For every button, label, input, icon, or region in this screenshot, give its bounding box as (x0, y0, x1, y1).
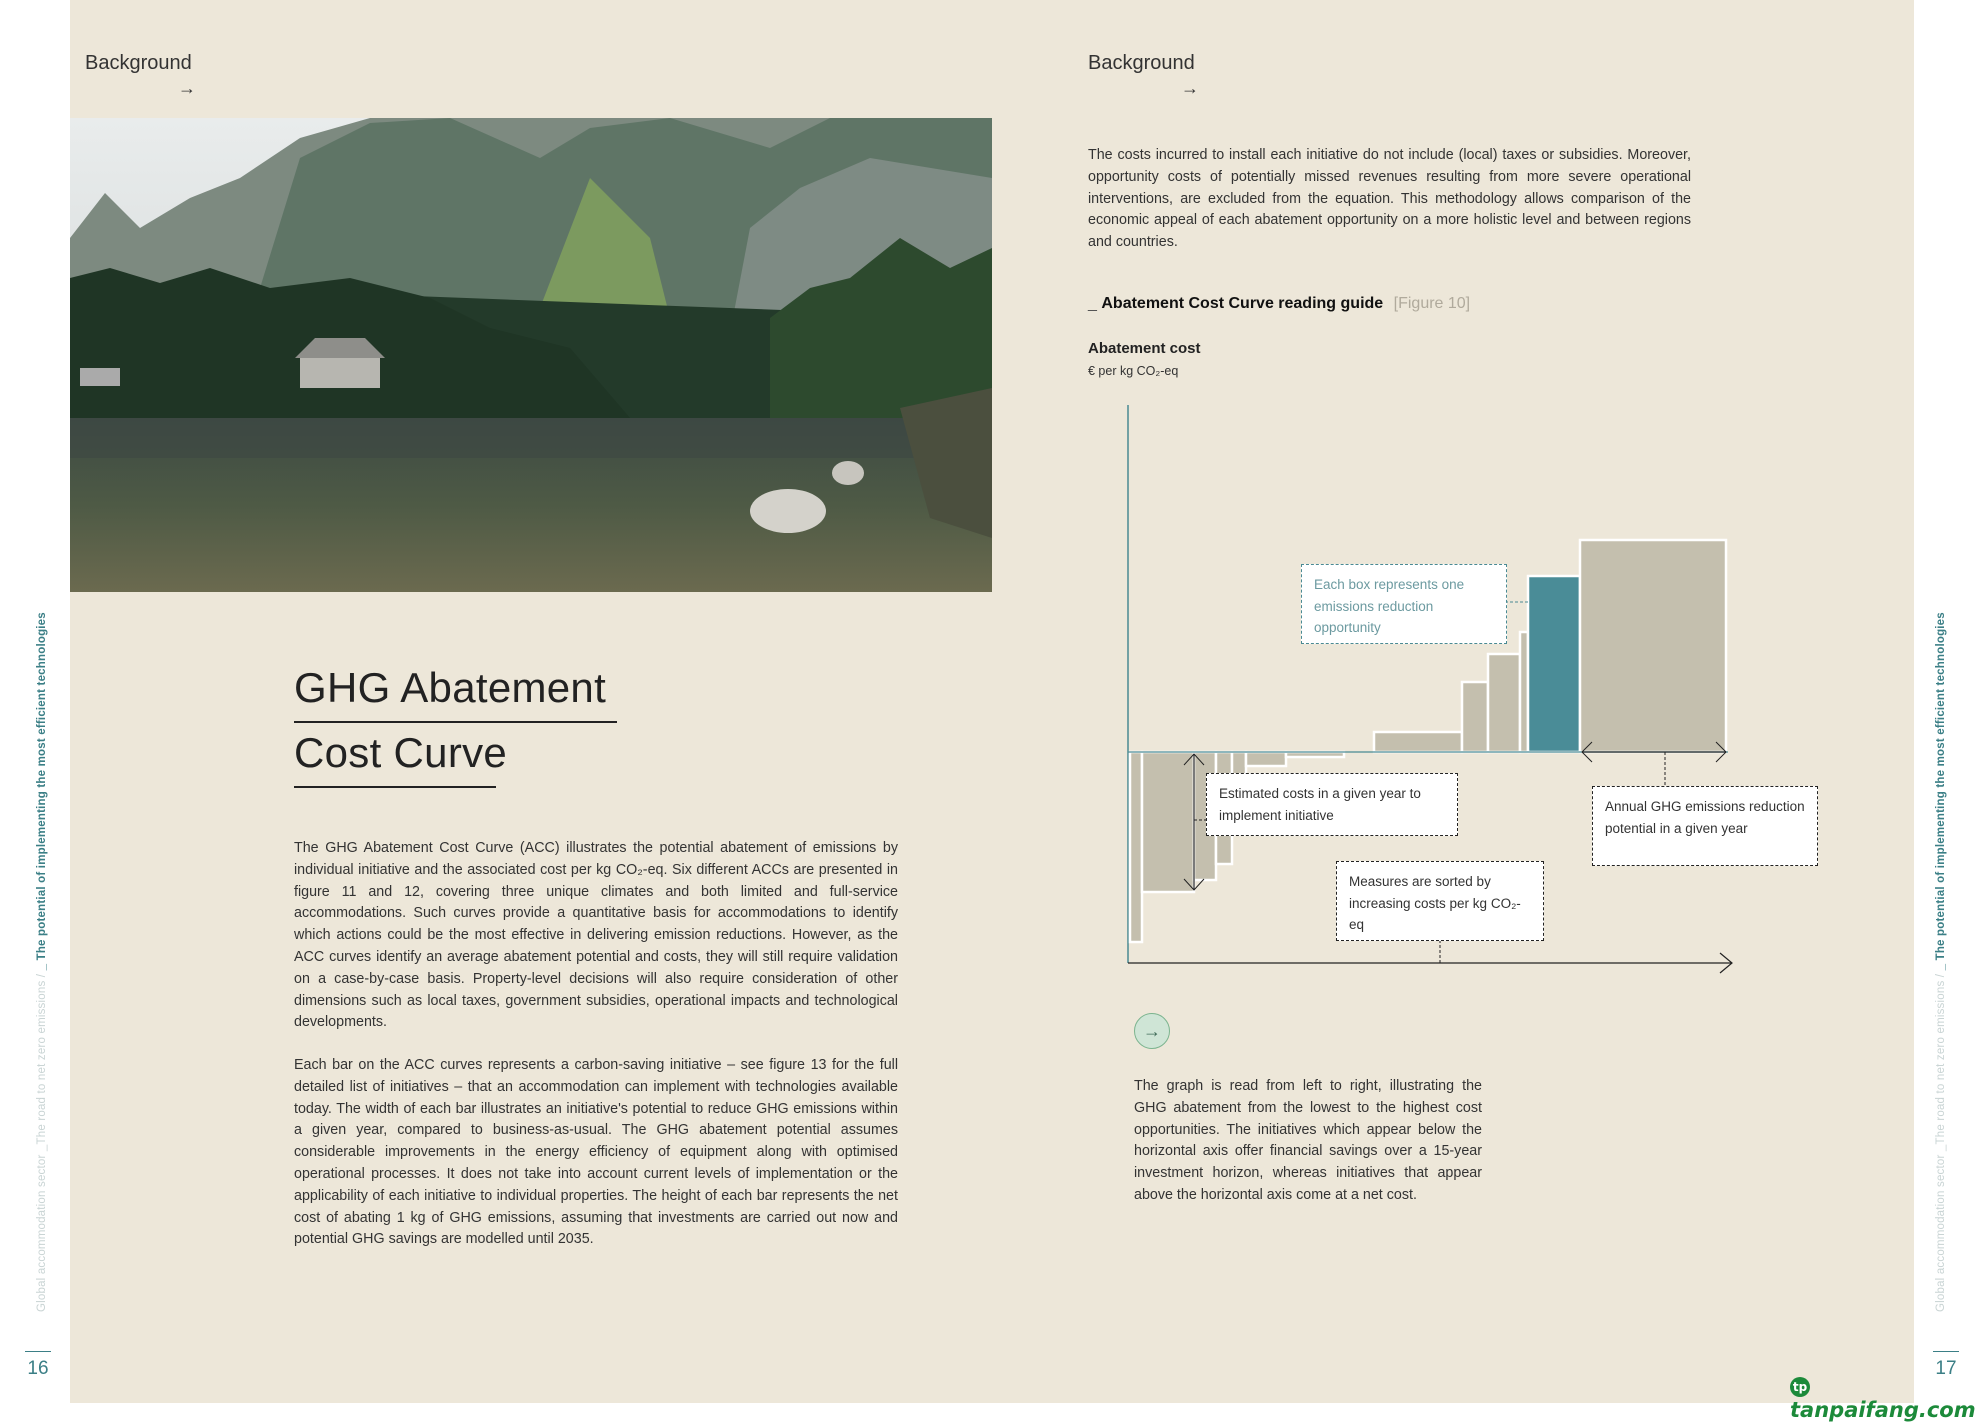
page-number-rule (1933, 1351, 1959, 1352)
body-paragraph-1: The GHG Abatement Cost Curve (ACC) illustrates the potential abatement of emissions by individual initiative and the associated cost per kg CO₂-eq. Six different ACCs are presented in figure 11 and 12, covering three unique climates and both limited and full-service accommodations. Such curves provide a quantitative basis for accommodations to identify which actions could be the most effective in delivering emission reductions. However, as the ACC curves identify an average abatement potential and costs, they will still require validation on a case-by-case basis. Property-level decisions will also require consideration of other dimensions such as local taxes, government subsidies, operational impacts and technological developments. (294, 840, 898, 1031)
watermark-text: tanpaifang.com (1790, 1398, 1976, 1422)
article-title-line2: Cost Curve (294, 729, 508, 776)
y-axis-label: Abatement cost (1088, 340, 1201, 357)
mountain-lake-photo (70, 118, 992, 592)
page-number-rule (25, 1351, 51, 1352)
running-header-strong: _ The potential of implementing the most efficient technologies (1935, 612, 1947, 971)
next-arrow-button[interactable] (1134, 1013, 1170, 1049)
body-paragraph-2: Each bar on the ACC curves represents a carbon-saving initiative – see figure 13 for the full detailed list of initiatives – that an accommodation can implement with technologies available today. The width of each bar illustrates an initiative's potential to reduce GHG emissions within a given year, compared to business-as-usual. The GHG abatement potential assumes considerable improvements in the energy efficiency of equipment along with optimised operational processes. It does not take into account current levels of implementation or the applicability of each initiative to individual properties. The height of each bar represents the net cost of abating 1 kg of GHG emissions, assuming that investments are carried out now and potential GHG savings are modelled until 2035. (294, 1057, 898, 1248)
right-margin (1914, 0, 1984, 1403)
page-number-left (18, 1351, 58, 1380)
photo-illustration (70, 118, 992, 592)
section-label-left: Background (85, 52, 192, 74)
arrow-right-icon: → (178, 78, 196, 98)
left-margin (0, 0, 70, 1403)
y-axis-unit: € per kg CO₂-eq (1088, 364, 1179, 378)
callout-each-box: Each box represents one emissions reduction opportunity (1301, 564, 1507, 644)
figure-dash: _ (1088, 295, 1097, 312)
page-number-text: 17 (1935, 1358, 1957, 1379)
intro-paragraph: The costs incurred to install each initiative do not include (local) taxes or subsidies. Moreover, opportunity costs of potentially missed revenues resulting from more severe operational interventions, are excluded from the equation. This methodology allows comparison of the economic appeal of each abatement opportunity on a more holistic level and between regions and countries. (1088, 147, 1691, 251)
figure-heading (1088, 295, 1470, 313)
running-header-strong: _ The potential of implementing the most efficient technologies (36, 612, 48, 971)
reading-guide-paragraph: The graph is read from left to right, illustrating the GHG abatement from the lowest to the highest cost opportunities. The initiatives which appear below the horizontal axis offer financial savings over a 15-year investment horizon, whereas initiatives that appear above the horizontal axis come at a net cost. (1134, 1078, 1482, 1203)
figure-title: Abatement Cost Curve reading guide (1101, 295, 1384, 312)
callout-annual-potential: Annual GHG emissions reduction potential in a given year (1592, 786, 1818, 866)
left-running-header (36, 612, 48, 1312)
arrow-right-icon: → (1181, 78, 1199, 98)
running-header-muted: Global accommodation sector _The road to net zero emissions / (1935, 973, 1947, 1312)
callout-estimated-costs: Estimated costs in a given year to implement initiative (1206, 773, 1458, 836)
article-title-line1: GHG Abatement (294, 664, 607, 711)
figure-ref: [Figure 10] (1393, 295, 1471, 312)
title-underline-1 (294, 721, 617, 723)
title-underline-2 (294, 786, 496, 788)
watermark (1790, 1374, 1984, 1422)
page-number-text: 16 (27, 1358, 49, 1379)
right-running-header (1935, 612, 1947, 1312)
highlighted-bar (1528, 576, 1580, 752)
section-label-right: Background (1088, 52, 1195, 74)
running-header-muted: Global accommodation sector _The road to net zero emissions / (36, 973, 48, 1312)
callout-sorted: Measures are sorted by increasing costs per kg CO₂-eq (1336, 861, 1544, 941)
arrow-right-icon: → (1143, 1020, 1161, 1041)
watermark-logo-icon: tp (1790, 1377, 1810, 1397)
